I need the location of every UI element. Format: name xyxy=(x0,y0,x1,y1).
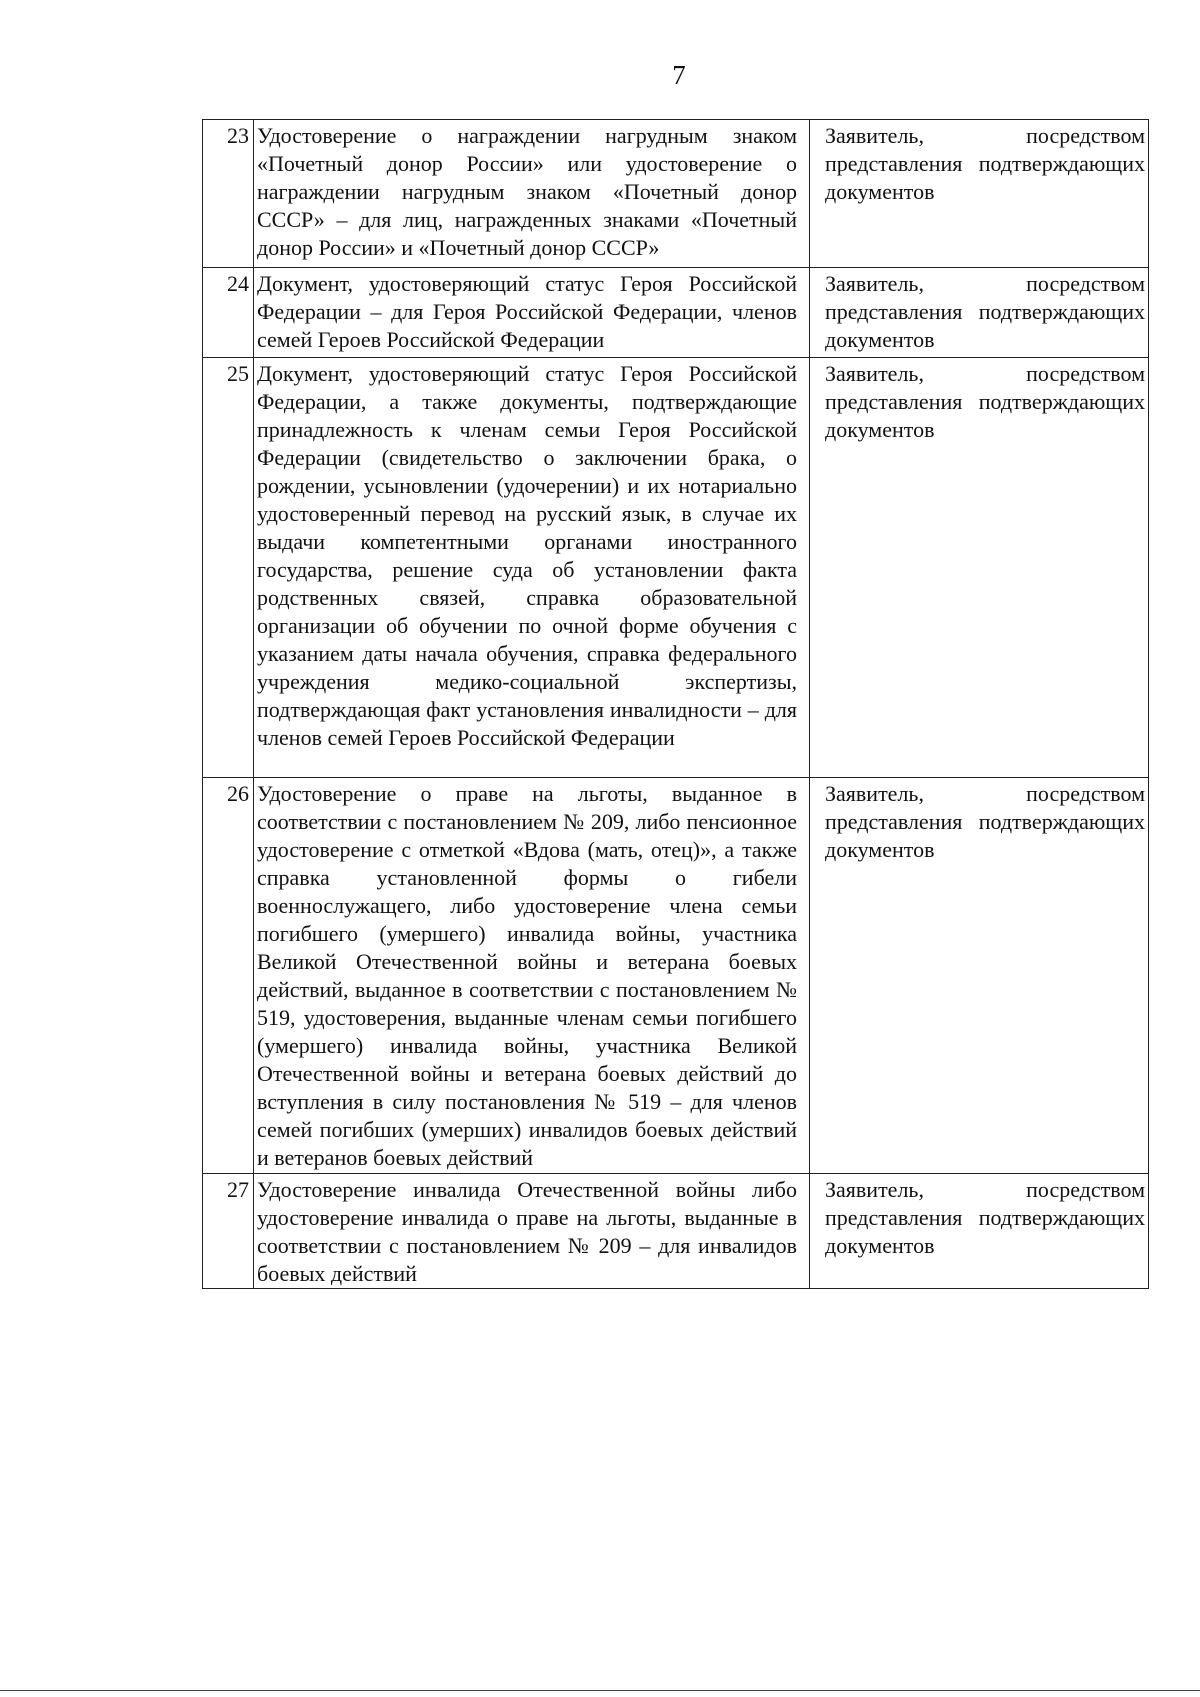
document-source xyxy=(810,778,1149,1174)
source-word: посредством xyxy=(1026,1177,1145,1202)
document-description: Документ, удостоверяющий статус Героя Российской Федерации – для Героя Российской Федерации, членов семей Героев Российской Федерации xyxy=(254,268,810,358)
document-description: Документ, удостоверяющий статус Героя Российской Федерации, а также документы, подтверждающие принадлежность к членам семьи Героя Российской Федерации (свидетельство о заключении брака, о рождении, усыновлении (удочерении) и их нотариально удостоверенный перевод на русский язык, в случае их выдачи компетентными органами иностранного государства, решение суда об установлении факта родственных связей, справка образовательной организации об обучении по очной форме обучения с указанием даты начала обучения, справка федерального учреждения медико-социальной экспертизы, подтверждающая факт установления инвалидности – для членов семей Героев Российской Федерации xyxy=(254,358,810,778)
source-word: документов xyxy=(825,1233,935,1258)
row-number: 24 xyxy=(203,268,254,358)
source-word: посредством xyxy=(1026,361,1145,386)
document-source xyxy=(810,120,1149,268)
source-word: представления xyxy=(825,809,963,834)
source-word: Заявитель, xyxy=(825,781,924,806)
source-word: документов xyxy=(825,179,935,204)
source-word: Заявитель, xyxy=(825,1177,924,1202)
source-word: посредством xyxy=(1026,271,1145,296)
source-word: подтверждающих xyxy=(978,151,1145,176)
table-row xyxy=(203,778,1149,1174)
source-word: Заявитель, xyxy=(825,123,924,148)
document-source xyxy=(810,268,1149,358)
source-word: подтверждающих xyxy=(978,389,1145,414)
document-description: Удостоверение о праве на льготы, выданное в соответствии с постановлением № 209, либо пенсионное удостоверение с отметкой «Вдова (мать, отец)», а также справка установленной формы о гибели военнослужащего, либо удостоверение члена семьи погибшего (умершего) инвалида войны, участника Великой Отечественной войны и ветерана боевых действий, выданное в соответствии с постановлением № 519, удостоверения, выданные членам семьи погибшего (умершего) инвалида войны, участника Великой Отечественной войны и ветерана боевых действий до вступления в силу постановления № 519 – для членов семей погибших (умерших) инвалидов боевых действий и ветеранов боевых действий xyxy=(254,778,810,1174)
source-word: подтверждающих xyxy=(978,299,1145,324)
source-word: представления xyxy=(825,299,963,324)
document-description: Удостоверение о награждении нагрудным знаком «Почетный донор России» или удостоверение о награждении нагрудным знаком «Почетный донор СССР» – для лиц, награжденных знаками «Почетный донор России» и «Почетный донор СССР» xyxy=(254,120,810,268)
source-word: посредством xyxy=(1026,781,1145,806)
source-word: подтверждающих xyxy=(978,809,1145,834)
row-number: 27 xyxy=(203,1174,254,1289)
documents-table xyxy=(202,119,1149,1289)
source-word: подтверждающих xyxy=(978,1205,1145,1230)
table-row xyxy=(203,268,1149,358)
source-word: представления xyxy=(825,151,963,176)
source-word: представления xyxy=(825,1205,963,1230)
page-number: 7 xyxy=(672,60,686,90)
row-number: 23 xyxy=(203,120,254,268)
source-word: посредством xyxy=(1026,123,1145,148)
table-row xyxy=(203,120,1149,268)
document-source xyxy=(810,1174,1149,1289)
source-word: документов xyxy=(825,417,935,442)
row-number: 25 xyxy=(203,358,254,778)
source-word: представления xyxy=(825,389,963,414)
footer-divider xyxy=(0,1690,1200,1691)
source-word: документов xyxy=(825,837,935,862)
table-row xyxy=(203,358,1149,778)
row-number: 26 xyxy=(203,778,254,1174)
source-word: Заявитель, xyxy=(825,271,924,296)
table-row xyxy=(203,1174,1149,1289)
source-word: Заявитель, xyxy=(825,361,924,386)
source-word: документов xyxy=(825,327,935,352)
document-description: Удостоверение инвалида Отечественной войны либо удостоверение инвалида о праве на льготы, выданные в соответствии с постановлением № 209 – для инвалидов боевых действий xyxy=(254,1174,810,1289)
document-source xyxy=(810,358,1149,778)
